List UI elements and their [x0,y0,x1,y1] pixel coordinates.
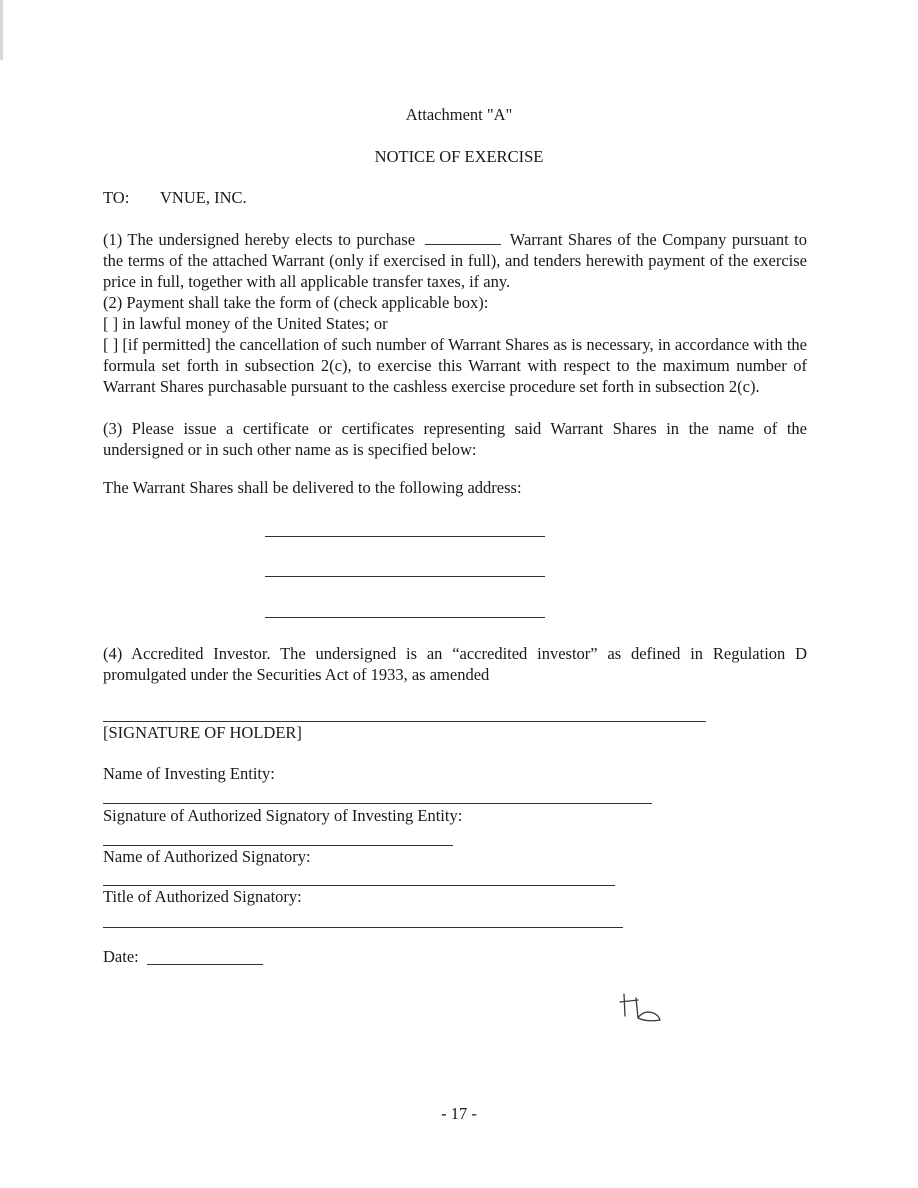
handwritten-initials [618,990,666,1026]
authorized-name-line[interactable] [103,885,615,886]
to-label: TO: [103,188,130,207]
authorized-title-label: Title of Authorized Signatory: [103,887,302,906]
page-number: - 17 - [441,1104,477,1123]
warrant-shares-count-blank[interactable] [425,230,501,245]
holder-signature-line[interactable] [103,721,706,722]
authorized-title-line[interactable] [103,927,623,928]
attachment-label: Attachment "A" [405,105,513,124]
section-2-heading: (2) Payment shall take the form of (check applicable box): [103,293,489,312]
section-4-paragraph: (4) Accredited Investor. The undersigned is an “accredited investor” as defined in Regulation D promulgated under the Securities Act of 1933, as amended [103,644,807,684]
entity-name-label: Name of Investing Entity: [103,764,275,783]
payment-option-cash[interactable]: [ ] in lawful money of the United States; or [103,314,388,333]
authorized-name-label: Name of Authorized Signatory: [103,847,311,866]
authorized-signature-line[interactable] [103,845,453,846]
delivery-address-label: The Warrant Shares shall be delivered to the following address: [103,478,522,497]
address-line-3[interactable] [265,617,545,618]
section-1-text-a: (1) The undersigned hereby elects to purchase [103,230,416,249]
section-3-paragraph: (3) Please issue a certificate or certificates representing said Warrant Shares in the name of the undersigned or in such other name as is specified below: [103,419,807,459]
holder-signature-label: [SIGNATURE OF HOLDER] [103,723,302,742]
entity-name-line[interactable] [103,803,652,804]
address-line-2[interactable] [265,576,545,577]
to-company: VNUE, INC. [160,188,247,207]
address-line-1[interactable] [265,536,545,537]
date-label: Date: [103,947,139,966]
date-line[interactable] [147,964,263,965]
authorized-signature-label: Signature of Authorized Signatory of Investing Entity: [103,806,463,825]
document-title: NOTICE OF EXERCISE [374,147,544,166]
section-1-text-b: Warrant Shares of the Company pursuant to the terms of the attached Warrant (only if exercised in full), and tenders herewith payment of the exercise price in full, together with all applicable transfer taxes, if any. [103,230,808,291]
section-1-paragraph [103,229,807,292]
scan-edge-mark [0,0,3,60]
payment-option-cashless[interactable]: [ ] [if permitted] the cancellation of such number of Warrant Shares as is necessary, in accordance with the formula set forth in subsection 2(c), to exercise this Warrant with respect to the maximum number of Warrant Shares purchasable pursuant to the cashless exercise procedure set forth in subsection 2(c). [103,335,807,396]
